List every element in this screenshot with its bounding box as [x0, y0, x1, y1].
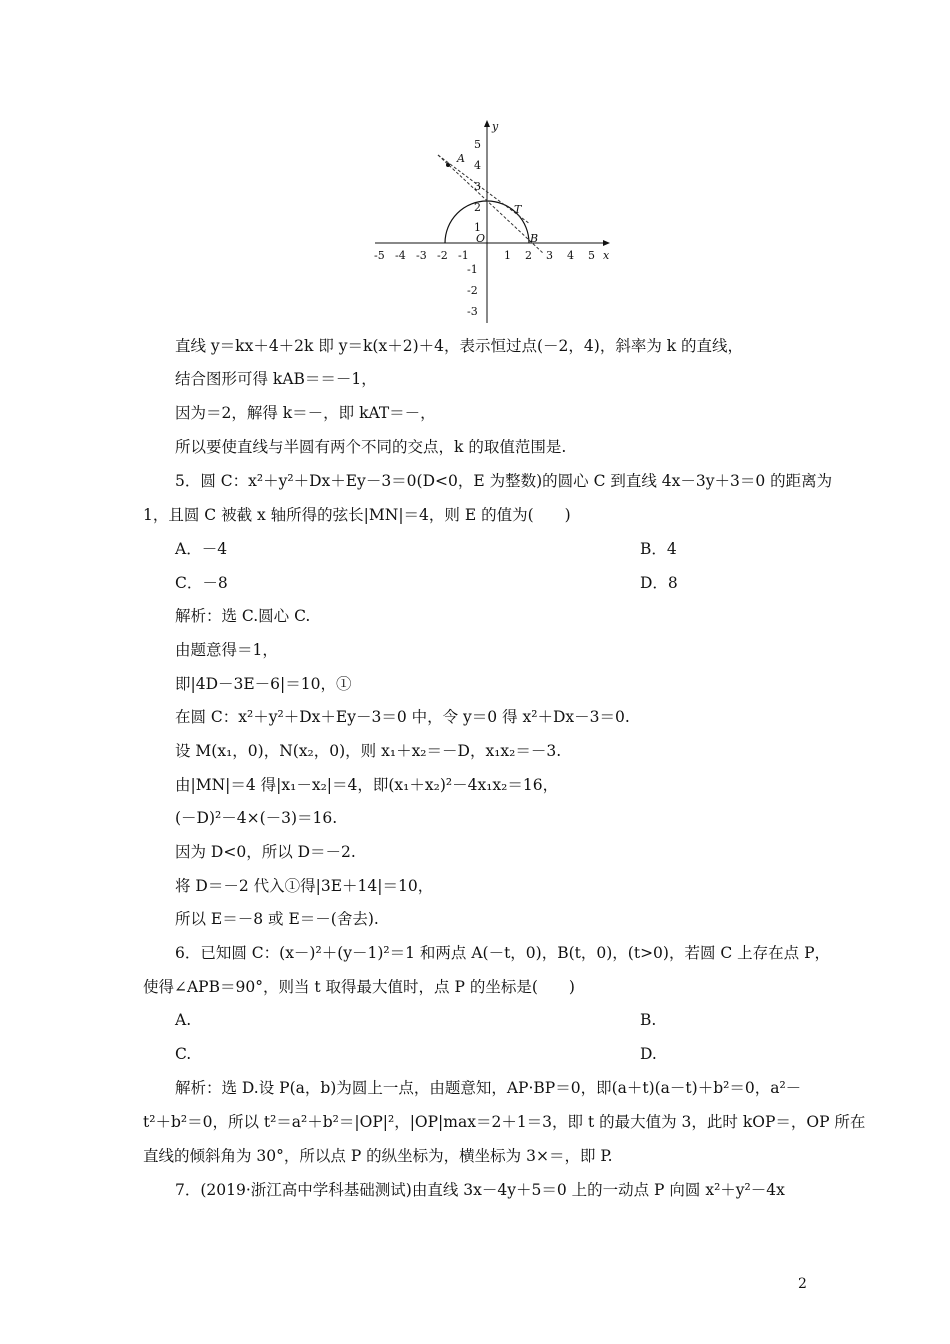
solution-line: t²＋b²＝0，所以 t²＝a²＋b²＝|OP|²，|OP|max＝2＋1＝3，即 t 的最大值为 3，此时 kOP＝，OP 所在 — [143, 1113, 866, 1131]
y-tick: -3 — [467, 305, 478, 318]
coordinate-figure — [370, 118, 620, 328]
text-line: 所以要使直线与半圆有两个不同的交点，k 的取值范围是. — [175, 438, 567, 456]
y-tick: -2 — [467, 284, 478, 297]
x-tick: -4 — [395, 249, 406, 262]
text-line: 直线 y＝kx＋4＋2k 即 y＝k(x＋2)＋4，表示恒过点(－2，4)，斜率为 k 的直线， — [175, 337, 744, 355]
solution-line: 设 M(x₁，0)，N(x₂，0)，则 x₁＋x₂＝－D，x₁x₂＝－3. — [175, 742, 562, 760]
x-tick: 1 — [504, 249, 511, 262]
question-5-line: 5．圆 C：x²＋y²＋Dx＋Ey－3＝0(D<0，E 为整数)的圆心 C 到直线 4x－3y＋3＝0 的距离为 — [175, 472, 833, 490]
x-tick: 3 — [546, 249, 553, 262]
solution-line: 将 D＝－2 代入①得|3E＋14|＝10， — [175, 877, 434, 895]
solution-line: 由|MN|＝4 得|x₁－x₂|＝4，即(x₁＋x₂)²－4x₁x₂＝16， — [175, 776, 559, 794]
question-7-line: 7．(2019·浙江高中学科基础测试)由直线 3x－4y＋5＝0 上的一动点 P 向圆 x²＋y²－4x — [175, 1181, 785, 1199]
x-tick-labels — [374, 249, 595, 262]
point-A-label: A — [457, 152, 465, 165]
y-tick: 3 — [474, 180, 481, 193]
solution-line: 由题意得＝1， — [175, 641, 278, 659]
x-tick: 2 — [525, 249, 532, 262]
option-A: A．－4 — [175, 540, 228, 558]
solution-line: 即|4D－3E－6|＝10，① — [175, 675, 352, 693]
y-axis-label: y — [492, 120, 499, 133]
x-tick: -3 — [416, 249, 427, 262]
y-tick-labels — [467, 138, 481, 318]
solution-line: 所以 E＝－8 或 E＝－(舍去). — [175, 910, 379, 928]
option-B: B. — [640, 1011, 657, 1029]
page-number: 2 — [798, 1276, 807, 1292]
y-axis-arrow — [484, 120, 490, 127]
y-tick: 1 — [474, 221, 481, 234]
line-AB — [438, 155, 544, 254]
solution-line: (－D)²－4×(－3)＝16. — [175, 809, 338, 827]
x-tick: 5 — [588, 249, 595, 262]
solution-line: 因为 D<0，所以 D＝－2. — [175, 843, 356, 861]
point-A-dot — [446, 163, 450, 167]
question-6-line: 6．已知圆 C：(x－)²＋(y－1)²＝1 和两点 A(－t，0)，B(t，0)，(t>0)，若圆 C 上存在点 P， — [175, 944, 831, 962]
solution-line: 直线的倾斜角为 30°，所以点 P 的纵坐标为，横坐标为 3×＝，即 P. — [143, 1147, 613, 1165]
y-tick: -1 — [467, 263, 478, 276]
y-tick: 5 — [474, 138, 481, 151]
y-tick: 2 — [474, 201, 481, 214]
point-T-label: T — [514, 203, 522, 216]
x-tick: -5 — [374, 249, 385, 262]
solution-line: 解析：选 C.圆心 C. — [175, 607, 311, 625]
option-B: B．4 — [640, 540, 677, 558]
x-axis-label: x — [603, 249, 610, 262]
point-B-label: B — [530, 232, 539, 245]
option-A: A. — [175, 1011, 192, 1029]
x-axis-arrow — [603, 240, 610, 246]
option-D: D. — [640, 1045, 657, 1063]
solution-line: 在圆 C：x²＋y²＋Dx＋Ey－3＝0 中，令 y＝0 得 x²＋Dx－3＝0. — [175, 708, 630, 726]
x-tick: -1 — [458, 249, 469, 262]
x-tick: -2 — [437, 249, 448, 262]
text-line: 结合图形可得 kAB＝＝－1， — [175, 370, 377, 388]
option-C: C. — [175, 1045, 192, 1063]
origin-label: O — [476, 232, 486, 245]
solution-line: 解析：选 D.设 P(a，b)为圆上一点，由题意知，AP·BP＝0，即(a＋t)(a－t)＋b²＝0，a²－ — [175, 1079, 802, 1097]
option-D: D．8 — [640, 574, 678, 592]
text-line: 因为＝2，解得 k＝－，即 kAT＝－， — [175, 404, 436, 422]
question-5-line: 1，且圆 C 被截 x 轴所得的弦长|MN|＝4，则 E 的值为( ) — [143, 506, 571, 524]
option-C: C．－8 — [175, 574, 228, 592]
question-6-line: 使得∠APB＝90°，则当 t 取得最大值时，点 P 的坐标是( ) — [143, 978, 575, 996]
y-tick: 4 — [474, 159, 481, 172]
x-tick: 4 — [567, 249, 574, 262]
